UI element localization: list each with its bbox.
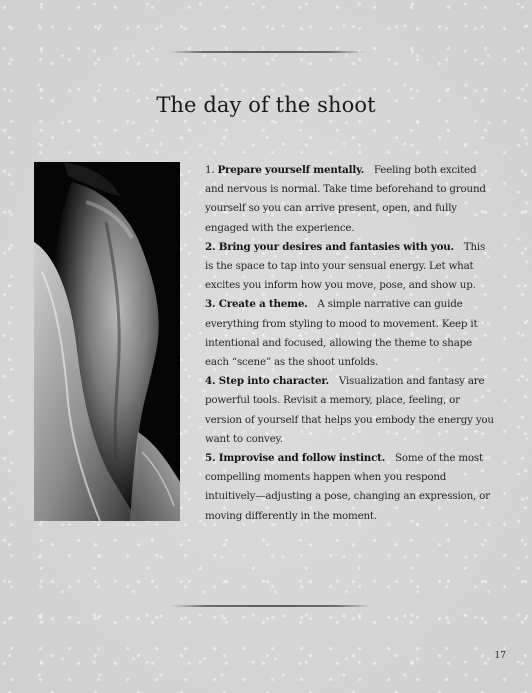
step-number: 5.	[205, 452, 219, 465]
step-text: A simple narrative can guide everything from styling to mood to movement. Keep it intentional and focused, allowing the theme to shape each “scene” as the shoot unfolds.	[205, 298, 478, 369]
photo-image	[34, 162, 180, 521]
step-heading: Create a theme.	[218, 298, 315, 311]
photo-back-silhouette	[34, 162, 180, 521]
step-number: 2.	[205, 240, 219, 253]
step-number: 3.	[205, 298, 219, 311]
step-heading: Step into character.	[218, 375, 336, 388]
step-item	[205, 372, 495, 449]
step-item	[205, 449, 495, 526]
step-number: 1.	[205, 164, 218, 176]
page-title: The day of the shoot	[156, 93, 376, 117]
steps-list	[205, 161, 495, 526]
step-item	[205, 295, 495, 372]
step-text: Visualization and fantasy are powerful tools. Revisit a memory, place, feeling, or version of yourself that helps you embody the energy you want to convey.	[205, 375, 494, 445]
step-text: Feeling both excited and nervous is normal. Take time beforehand to ground yourself so you can arrive present, open, and fully engaged with the experience.	[205, 164, 486, 234]
step-item	[205, 238, 495, 296]
step-text: Some of the most compelling moments happen when you respond intuitively—adjusting a pose, changing an expression, or moving differently in the moment.	[205, 452, 490, 522]
step-number: 4.	[205, 375, 219, 388]
top-divider	[168, 51, 365, 53]
step-heading: Bring your desires and fantasies with you.	[218, 240, 461, 253]
step-heading: Improvise and follow instinct.	[218, 452, 392, 465]
bottom-divider	[171, 605, 371, 607]
page-number: 17	[494, 651, 506, 661]
step-heading: Prepare yourself mentally.	[217, 164, 371, 176]
step-item	[205, 161, 495, 238]
step-text: This is the space to tap into your sensual energy. Let what excites you inform how you move, pose, and show up.	[205, 240, 486, 292]
